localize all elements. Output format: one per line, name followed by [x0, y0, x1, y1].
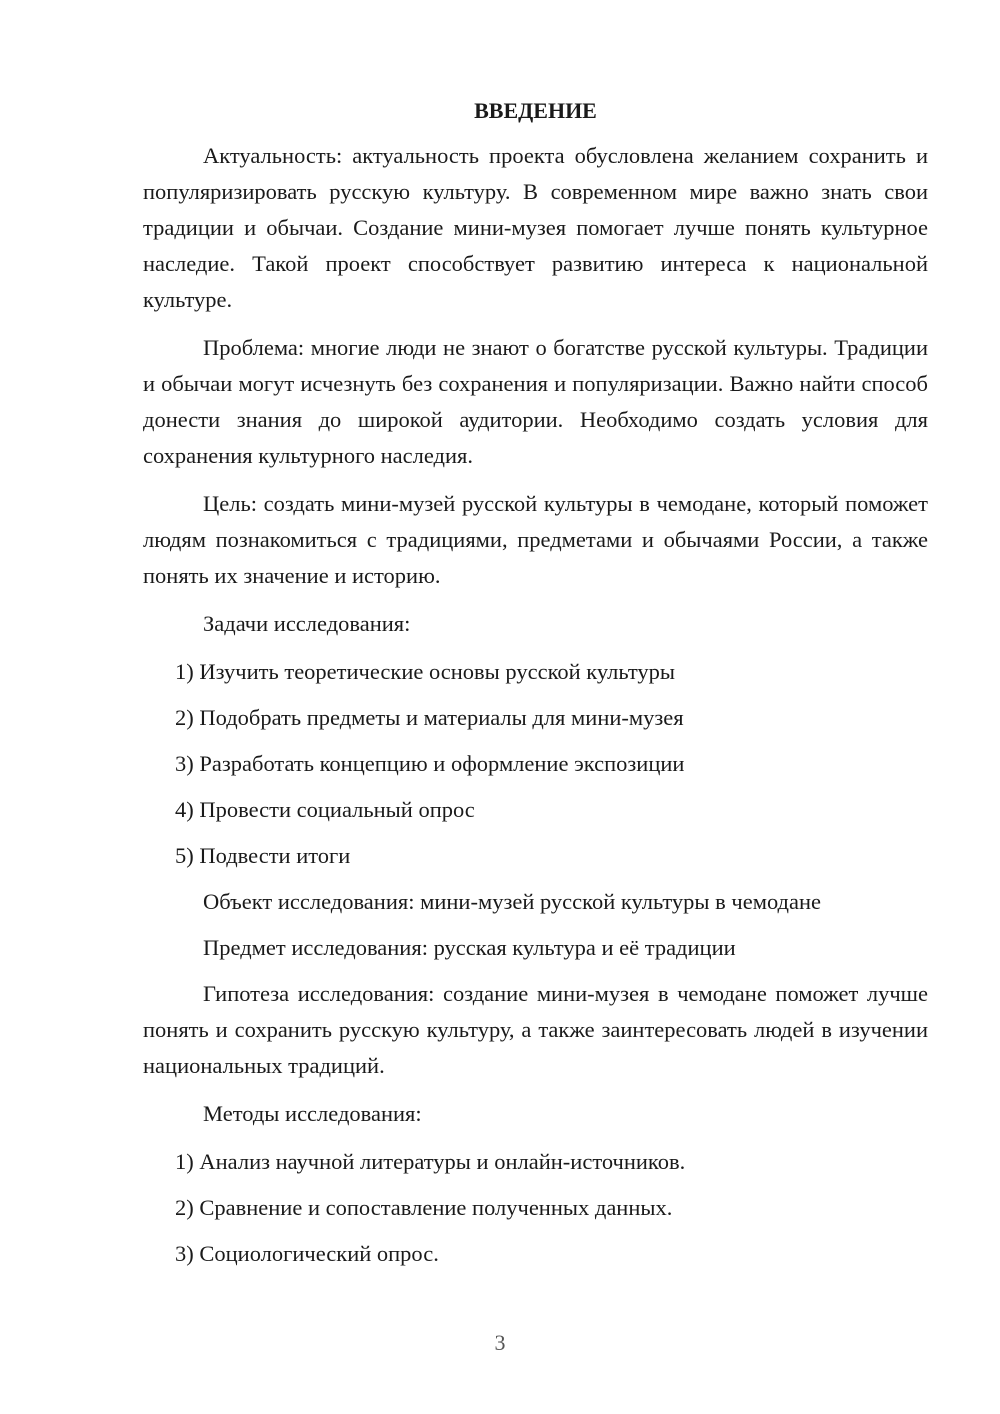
methods-label: Методы исследования: — [203, 1101, 422, 1126]
research-object: Объект исследования: мини-музей русской культуры в чемодане — [203, 889, 822, 914]
research-subject: Предмет исследования: русская культура и её традиции — [203, 935, 736, 960]
task-item: 1) Изучить теоретические основы русской культуры — [175, 659, 675, 684]
document-page — [143, 96, 928, 1282]
goal-paragraph: Цель: создать мини-музей русской культуры в чемодане, который поможет людям познакомиться с традициями, предметами и обычаями России, а также понять их значение и историю. — [143, 491, 928, 588]
tasks-label: Задачи исследования: — [203, 611, 411, 636]
method-item: 2) Сравнение и сопоставление полученных данных. — [175, 1195, 673, 1220]
relevance-paragraph: Актуальность: актуальность проекта обусловлена желанием сохранить и популяризировать русскую культуру. В современном мире важно знать свои традиции и обычаи. Создание мини-музея помогает лучше понять культурное наследие. Такой проект способствует развитию интереса к национальной культуре. — [143, 143, 928, 312]
methods-list — [143, 1144, 928, 1272]
task-item: 3) Разработать концепцию и оформление экспозиции — [175, 751, 685, 776]
method-item: 3) Социологический опрос. — [175, 1241, 439, 1266]
section-title: ВВЕДЕНИЕ — [474, 98, 597, 123]
task-item: 5) Подвести итоги — [175, 843, 351, 868]
task-item: 4) Провести социальный опрос — [175, 797, 475, 822]
tasks-list — [143, 654, 928, 874]
method-item: 1) Анализ научной литературы и онлайн-источников. — [175, 1149, 686, 1174]
task-item: 2) Подобрать предметы и материалы для мини-музея — [175, 705, 684, 730]
page-number: 3 — [494, 1330, 506, 1355]
problem-paragraph: Проблема: многие люди не знают о богатстве русской культуры. Традиции и обычаи могут исчезнуть без сохранения и популяризации. Важно найти способ донести знания до широкой аудитории. Необходимо создать условия для сохранения культурного наследия. — [143, 335, 928, 468]
hypothesis-paragraph: Гипотеза исследования: создание мини-музея в чемодане поможет лучше понять и сохранить русскую культуру, а также заинтересовать людей в изучении национальных традиций. — [143, 981, 928, 1078]
